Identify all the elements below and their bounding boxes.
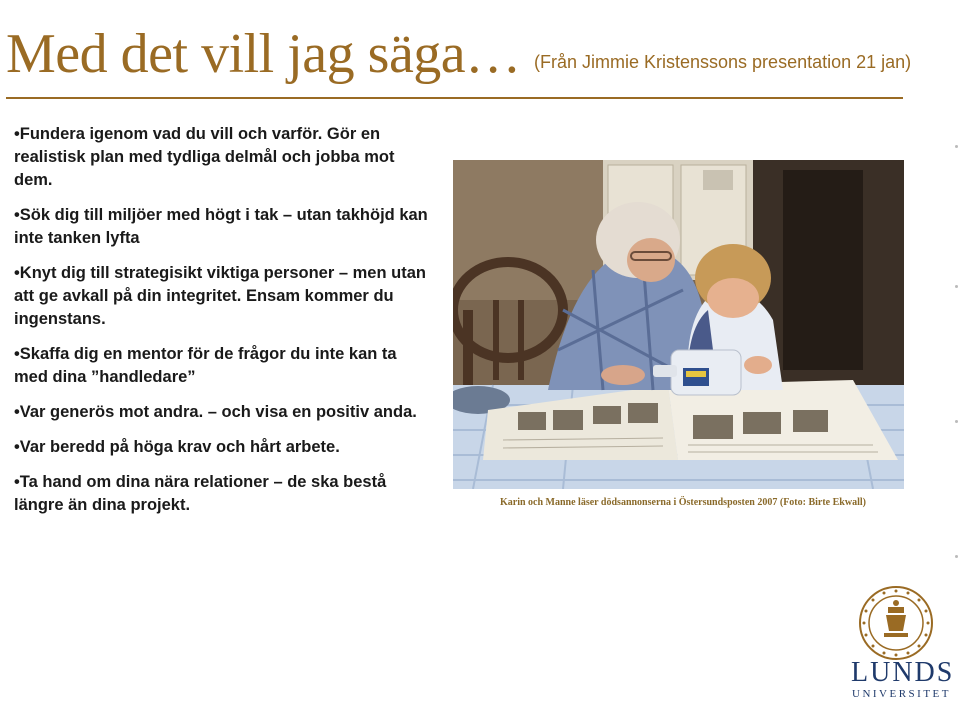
photo-reading-newspaper	[453, 160, 904, 489]
title-divider	[6, 97, 903, 99]
slide-subtitle: (Från Jimmie Kristenssons presentation 21 jan)	[534, 52, 912, 72]
bullet-item: •Sök dig till miljöer med högt i tak – utan takhöjd kan inte tanken lyfta	[14, 206, 428, 247]
edge-dot	[955, 555, 958, 558]
lund-university-logo	[851, 658, 954, 700]
bullet-item: •Var beredd på höga krav och hårt arbete.	[14, 438, 340, 456]
edge-dot	[955, 285, 958, 288]
photo-caption: Karin och Manne läser dödsannonserna i Östersundsposten 2007 (Foto: Birte Ekwall)	[500, 497, 866, 508]
bullet-item: •Knyt dig till strategisikt viktiga personer – men utan att ge avkall på din integritet. Ensam kommer du ingenstans.	[14, 264, 426, 328]
edge-dot	[955, 145, 958, 148]
logo-line-2: UNIVERSITET	[852, 688, 951, 700]
lund-university-seal-icon	[858, 585, 934, 661]
slide-title: Med det vill jag säga…	[6, 23, 521, 85]
bullet-item: •Var generös mot andra. – och visa en positiv anda.	[14, 403, 417, 421]
bullet-list	[14, 123, 434, 529]
logo-line-1: LUNDS	[851, 657, 955, 688]
bullet-item: •Fundera igenom vad du vill och varför. Gör en realistisk plan med tydliga delmål och jobba mot dem.	[14, 125, 395, 189]
bullet-item: •Ta hand om dina nära relationer – de ska bestå längre än dina projekt.	[14, 473, 387, 514]
edge-dot	[955, 420, 958, 423]
bullet-item: •Skaffa dig en mentor för de frågor du inte kan ta med dina ”handledare”	[14, 345, 397, 386]
